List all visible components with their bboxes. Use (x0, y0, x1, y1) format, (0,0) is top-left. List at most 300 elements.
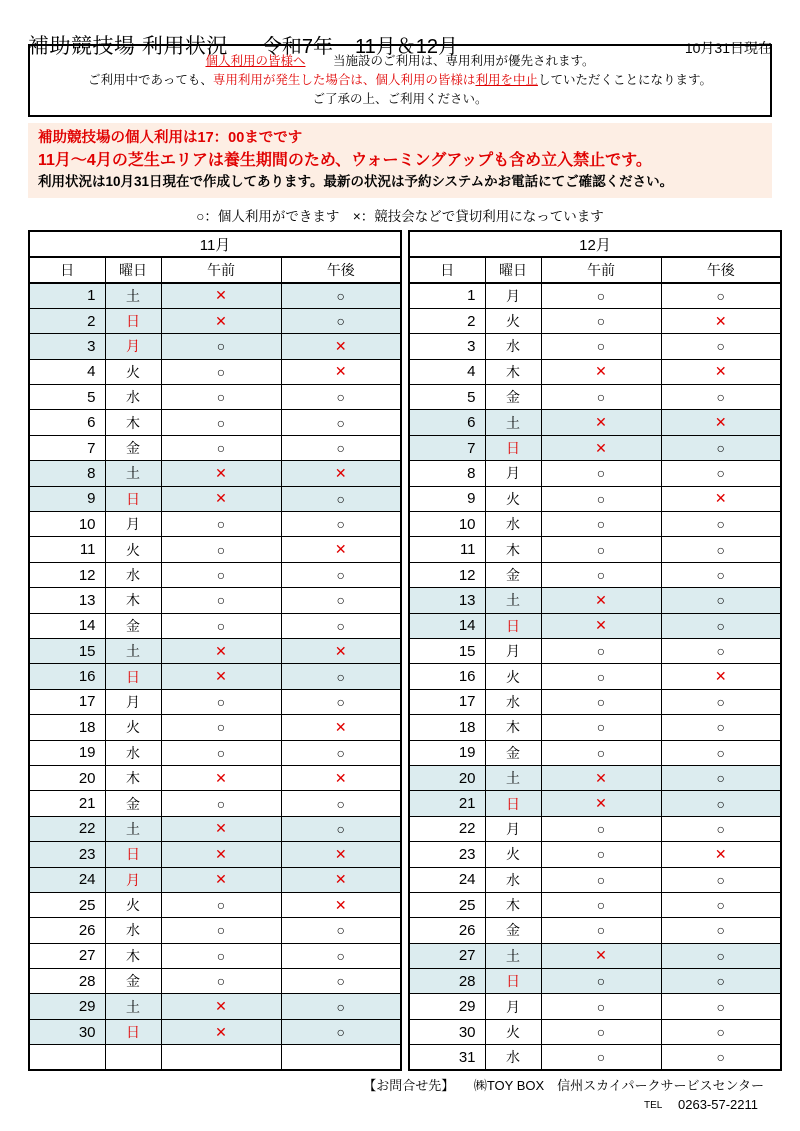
cell-am-status: ✕ (161, 842, 281, 867)
cell-am-status: ✕ (541, 410, 661, 435)
cell-am-status: ✕ (541, 613, 661, 638)
cell-weekday: 火 (485, 1019, 541, 1044)
cell-day: 26 (409, 918, 485, 943)
cell-weekday: 火 (105, 537, 161, 562)
cell-weekday: 日 (485, 791, 541, 816)
table-row (409, 638, 781, 663)
cell-weekday: 水 (485, 512, 541, 537)
cell-weekday: 日 (485, 969, 541, 994)
cell-pm-status: ○ (281, 613, 401, 638)
cell-am-status: ✕ (161, 994, 281, 1019)
cell-am-status: ○ (161, 715, 281, 740)
column-header-am: 午前 (161, 257, 281, 283)
cell-am-status: ○ (161, 359, 281, 384)
cell-am-status: ✕ (161, 638, 281, 663)
notice-heading: 個人利用の皆様へ (205, 54, 306, 68)
column-header-day: 日 (409, 257, 485, 283)
cell-pm-status: ○ (661, 461, 781, 486)
cell-pm-status: ○ (281, 588, 401, 613)
cell-pm-status: ○ (281, 308, 401, 333)
table-row (409, 308, 781, 333)
cell-pm-status: ○ (661, 537, 781, 562)
table-row (409, 715, 781, 740)
cell-pm-status: ✕ (661, 664, 781, 689)
cell-pm-status: ○ (661, 283, 781, 308)
cell-day: 23 (409, 842, 485, 867)
cell-pm-status: ○ (661, 334, 781, 359)
december-table (408, 230, 782, 1071)
cell-am-status: ○ (541, 740, 661, 765)
table-row (29, 994, 401, 1019)
cell-pm-status: ○ (661, 892, 781, 917)
cell-day: 22 (409, 816, 485, 841)
table-row (29, 486, 401, 511)
table-row (409, 816, 781, 841)
era-year: 令和7年 (261, 36, 333, 58)
info-box (28, 123, 772, 198)
table-row (409, 486, 781, 511)
cell-weekday: 金 (105, 435, 161, 460)
cell-day: 4 (29, 359, 105, 384)
cell-pm-status: ✕ (281, 461, 401, 486)
cell-pm-status: ○ (281, 816, 401, 841)
notice-text-2c: 利用を中止 (475, 72, 538, 87)
cell-pm-status: ○ (281, 689, 401, 714)
cell-am-status: ○ (161, 385, 281, 410)
table-row (409, 537, 781, 562)
table-row (409, 435, 781, 460)
cell-am-status: ✕ (541, 588, 661, 613)
cell-weekday: 月 (485, 816, 541, 841)
cell-pm-status: ○ (281, 791, 401, 816)
cell-am-status: ✕ (161, 486, 281, 511)
notice-text-3: ご了承の上、ご利用ください。 (312, 91, 488, 106)
cell-pm-status: ✕ (661, 308, 781, 333)
cell-am-status: ○ (161, 791, 281, 816)
cell-weekday: 木 (485, 537, 541, 562)
cell-am-status: ○ (161, 943, 281, 968)
table-row (409, 918, 781, 943)
table-row (409, 689, 781, 714)
cell-pm-status: ✕ (661, 359, 781, 384)
cell-day: 13 (409, 588, 485, 613)
cell-am-status: ○ (161, 410, 281, 435)
cell-weekday: 火 (485, 486, 541, 511)
cell-day: 10 (29, 512, 105, 537)
cell-weekday: 土 (105, 283, 161, 308)
table-row (29, 410, 401, 435)
november-table (28, 230, 402, 1071)
cell-am-status: ○ (541, 562, 661, 587)
cell-weekday: 土 (485, 588, 541, 613)
cell-day: 11 (29, 537, 105, 562)
cell-weekday: 月 (485, 638, 541, 663)
cell-day: 13 (29, 588, 105, 613)
november-rows (29, 283, 401, 1070)
cell-weekday: 火 (485, 664, 541, 689)
cell-pm-status: ○ (661, 638, 781, 663)
cell-pm-status: ○ (661, 435, 781, 460)
cell-weekday: 水 (105, 918, 161, 943)
cell-day: 21 (29, 791, 105, 816)
info-line-1: 補助競技場の個人利用は17：00までです (38, 130, 303, 147)
cell-weekday: 日 (105, 308, 161, 333)
cell-weekday: 木 (485, 359, 541, 384)
cell-pm-status: ○ (281, 283, 401, 308)
cell-day: 15 (29, 638, 105, 663)
cell-day: 17 (409, 689, 485, 714)
cell-day: 5 (29, 385, 105, 410)
cell-am-status: ✕ (541, 791, 661, 816)
cell-weekday: 月 (485, 283, 541, 308)
cell-am-status: ○ (541, 334, 661, 359)
cell-day: 25 (409, 892, 485, 917)
cell-weekday: 土 (485, 410, 541, 435)
cell-weekday: 木 (485, 715, 541, 740)
cell-pm-status: ○ (661, 1045, 781, 1070)
cell-weekday: 水 (485, 334, 541, 359)
table-row (409, 1019, 781, 1044)
cell-am-status: ○ (541, 1019, 661, 1044)
cell-pm-status: ○ (661, 816, 781, 841)
cell-weekday: 火 (485, 308, 541, 333)
cell-weekday: 日 (485, 435, 541, 460)
cell-am-status: ○ (161, 334, 281, 359)
cell-am-status: ○ (541, 385, 661, 410)
cell-pm-status: ○ (661, 512, 781, 537)
cell-day: 28 (409, 969, 485, 994)
cell-am-status: ○ (541, 638, 661, 663)
cell-day: 19 (29, 740, 105, 765)
cell-am-status: ○ (161, 689, 281, 714)
notice-text-2b: 専用利用が発生した場合は、個人利用の皆様は (212, 72, 476, 87)
table-row (29, 334, 401, 359)
table-row (29, 943, 401, 968)
cell-am-status: ○ (541, 842, 661, 867)
table-row (29, 867, 401, 892)
cell-day: 20 (29, 765, 105, 790)
cell-pm-status: ○ (281, 410, 401, 435)
cell-am-status: ○ (541, 512, 661, 537)
cell-weekday: 月 (105, 334, 161, 359)
table-row (29, 740, 401, 765)
cell-pm-status: ○ (661, 969, 781, 994)
cell-pm-status: ○ (281, 664, 401, 689)
cell-pm-status: ✕ (281, 359, 401, 384)
tel-number: 0263-57-2211 (678, 1097, 758, 1113)
cell-weekday: 水 (105, 385, 161, 410)
cell-day: 14 (29, 613, 105, 638)
cell-weekday: 火 (485, 842, 541, 867)
cell-day: 31 (409, 1045, 485, 1070)
table-row (29, 765, 401, 790)
notice-line-3 (38, 90, 762, 109)
table-row (29, 613, 401, 638)
december-rows (409, 283, 781, 1070)
cell-day: 17 (29, 689, 105, 714)
cell-weekday: 土 (105, 994, 161, 1019)
cell-am-status: ○ (541, 994, 661, 1019)
cell-day: 11 (409, 537, 485, 562)
cell-weekday: 土 (105, 461, 161, 486)
cell-am-status: ○ (541, 1045, 661, 1070)
cell-am-status: ○ (541, 715, 661, 740)
table-row (409, 867, 781, 892)
table-row (409, 1045, 781, 1070)
cell-day: 10 (409, 512, 485, 537)
cell-weekday: 月 (105, 689, 161, 714)
notice-line-2 (38, 71, 762, 90)
cell-day: 1 (29, 283, 105, 308)
cell-weekday: 金 (105, 791, 161, 816)
cell-am-status: ○ (541, 969, 661, 994)
cell-pm-status: ○ (661, 613, 781, 638)
table-row (29, 715, 401, 740)
cell-pm-status: ○ (281, 385, 401, 410)
cell-day: 15 (409, 638, 485, 663)
cell-day: 7 (409, 435, 485, 460)
contact-label: 【お問合せ先】 (363, 1078, 455, 1094)
cell-pm-status: ○ (661, 791, 781, 816)
cell-pm-status: ✕ (281, 867, 401, 892)
table-row (29, 512, 401, 537)
table-row (29, 385, 401, 410)
table-row (409, 943, 781, 968)
cell-day: 14 (409, 613, 485, 638)
cell-weekday: 金 (485, 740, 541, 765)
cell-weekday: 火 (105, 892, 161, 917)
cell-day: 6 (409, 410, 485, 435)
cell-pm-status: ✕ (661, 842, 781, 867)
cell-am-status: ○ (541, 867, 661, 892)
cell-pm-status: ✕ (281, 842, 401, 867)
table-row (29, 842, 401, 867)
table-row (29, 359, 401, 384)
cell-pm-status: ○ (281, 969, 401, 994)
cell-pm-status: ○ (281, 994, 401, 1019)
cell-am-status: ○ (541, 664, 661, 689)
cell-day: 9 (29, 486, 105, 511)
notice-text-2a: ご利用中であっても、 (88, 72, 213, 87)
cell-day: 4 (409, 359, 485, 384)
cell-pm-status: ○ (661, 867, 781, 892)
table-row (409, 512, 781, 537)
cell-day: 19 (409, 740, 485, 765)
column-header-dow: 曜日 (485, 257, 541, 283)
cell-weekday: 木 (105, 410, 161, 435)
table-row (409, 562, 781, 587)
footer (28, 1071, 772, 1112)
cell-weekday: 月 (105, 867, 161, 892)
cell-pm-status: ○ (661, 689, 781, 714)
cell-weekday: 日 (105, 486, 161, 511)
table-row (409, 385, 781, 410)
info-line-3: 利用状況は10月31日現在で作成してあります。最新の状況は予約システムかお電話にてご確認ください。 (38, 174, 674, 190)
cell-am-status: ✕ (161, 283, 281, 308)
schedule-tables (28, 230, 772, 1071)
cell-day: 2 (409, 308, 485, 333)
cell-pm-status: ✕ (661, 410, 781, 435)
cell-pm-status: ✕ (281, 537, 401, 562)
cell-am-status: ○ (541, 892, 661, 917)
table-row (409, 461, 781, 486)
cell-day: 24 (29, 867, 105, 892)
cell-day: 28 (29, 969, 105, 994)
table-row (409, 740, 781, 765)
cell-weekday (105, 1045, 161, 1070)
cell-day: 5 (409, 385, 485, 410)
cell-am-status: ✕ (161, 816, 281, 841)
cell-weekday: 金 (485, 562, 541, 587)
cell-weekday: 木 (105, 943, 161, 968)
cell-pm-status: ✕ (281, 892, 401, 917)
tel-label: TEL (644, 1100, 663, 1112)
table-row (29, 1045, 401, 1070)
table-row (409, 791, 781, 816)
cell-day: 30 (409, 1019, 485, 1044)
cell-pm-status: ○ (281, 740, 401, 765)
table-row (29, 537, 401, 562)
november-month-label: 11月 (29, 231, 401, 257)
cell-day (29, 1045, 105, 1070)
table-row (409, 842, 781, 867)
table-row (409, 892, 781, 917)
cell-weekday: 水 (485, 867, 541, 892)
cell-weekday: 月 (485, 461, 541, 486)
cell-am-status: ○ (161, 892, 281, 917)
column-header-day: 日 (29, 257, 105, 283)
table-row (409, 765, 781, 790)
footer-contact-line (28, 1075, 772, 1094)
table-row (409, 994, 781, 1019)
cell-pm-status: ○ (661, 765, 781, 790)
cell-am-status (161, 1045, 281, 1070)
cell-pm-status: ○ (661, 918, 781, 943)
cell-pm-status: ○ (661, 1019, 781, 1044)
table-row (409, 613, 781, 638)
table-row (29, 689, 401, 714)
column-header-pm: 午後 (281, 257, 401, 283)
cell-am-status: ✕ (541, 943, 661, 968)
table-row (29, 562, 401, 587)
cell-pm-status: ✕ (281, 715, 401, 740)
cell-weekday: 水 (105, 740, 161, 765)
cell-am-status: ○ (161, 435, 281, 460)
cell-day: 6 (29, 410, 105, 435)
cell-weekday: 日 (105, 1019, 161, 1044)
info-line-2: 11月～4月の芝生エリアは養生期間のため、ウォーミングアップも含め立入禁止です。 (38, 152, 652, 170)
cell-am-status: ○ (161, 562, 281, 587)
cell-weekday: 月 (485, 994, 541, 1019)
cell-day: 27 (409, 943, 485, 968)
table-row (409, 283, 781, 308)
cell-am-status: ○ (541, 816, 661, 841)
cell-pm-status: ✕ (281, 765, 401, 790)
cell-weekday: 金 (105, 613, 161, 638)
cell-day: 3 (409, 334, 485, 359)
cell-day: 29 (409, 994, 485, 1019)
cell-pm-status: ✕ (281, 334, 401, 359)
cell-day: 21 (409, 791, 485, 816)
company-name: ㈱TOY BOX 信州スカイパークサービスセンター (473, 1078, 764, 1094)
cell-pm-status: ○ (281, 512, 401, 537)
cell-day: 8 (409, 461, 485, 486)
cell-am-status: ○ (541, 283, 661, 308)
cell-weekday: 火 (105, 359, 161, 384)
cell-am-status: ○ (541, 918, 661, 943)
cell-day: 8 (29, 461, 105, 486)
cell-am-status: ✕ (161, 664, 281, 689)
table-row (29, 638, 401, 663)
cell-weekday: 土 (485, 943, 541, 968)
cell-weekday: 月 (105, 512, 161, 537)
cell-day: 25 (29, 892, 105, 917)
table-row (409, 410, 781, 435)
table-row (409, 664, 781, 689)
cell-weekday: 土 (105, 816, 161, 841)
table-row (29, 1019, 401, 1044)
cell-pm-status: ✕ (661, 486, 781, 511)
table-row (29, 918, 401, 943)
as-of-date: 10月31日現在 (684, 40, 772, 56)
cell-pm-status: ○ (661, 562, 781, 587)
cell-pm-status: ○ (661, 740, 781, 765)
cell-weekday: 日 (485, 613, 541, 638)
cell-day: 23 (29, 842, 105, 867)
cell-weekday: 水 (485, 689, 541, 714)
footer-tel-line (28, 1097, 772, 1112)
cell-am-status: ○ (541, 486, 661, 511)
cell-day: 3 (29, 334, 105, 359)
december-month-label: 12月 (409, 231, 781, 257)
table-row (29, 892, 401, 917)
cell-day: 9 (409, 486, 485, 511)
cell-day: 18 (409, 715, 485, 740)
table-row (29, 308, 401, 333)
cell-day: 22 (29, 816, 105, 841)
cell-weekday: 金 (485, 385, 541, 410)
cell-pm-status: ○ (281, 918, 401, 943)
cell-pm-status: ✕ (281, 638, 401, 663)
table-row (29, 816, 401, 841)
notice-text-1: 当施設のご利用は、専用利用が優先されます。 (332, 54, 595, 68)
table-row (29, 283, 401, 308)
column-header-dow: 曜日 (105, 257, 161, 283)
cell-weekday: 日 (105, 842, 161, 867)
cell-am-status: ✕ (541, 359, 661, 384)
cell-pm-status: ○ (281, 486, 401, 511)
table-row (29, 461, 401, 486)
cell-pm-status: ○ (661, 994, 781, 1019)
months-label: 11月＆12月 (354, 36, 458, 58)
cell-pm-status: ○ (661, 588, 781, 613)
table-row (409, 334, 781, 359)
cell-day: 16 (29, 664, 105, 689)
cell-weekday: 土 (485, 765, 541, 790)
cell-am-status: ✕ (161, 308, 281, 333)
table-row (29, 791, 401, 816)
cell-am-status: ✕ (541, 765, 661, 790)
cell-day: 12 (29, 562, 105, 587)
cell-pm-status (281, 1045, 401, 1070)
cell-day: 27 (29, 943, 105, 968)
cell-am-status: ✕ (161, 461, 281, 486)
cell-day: 2 (29, 308, 105, 333)
cell-am-status: ○ (541, 537, 661, 562)
cell-am-status: ✕ (161, 1019, 281, 1044)
cell-weekday: 金 (485, 918, 541, 943)
cell-am-status: ○ (161, 740, 281, 765)
